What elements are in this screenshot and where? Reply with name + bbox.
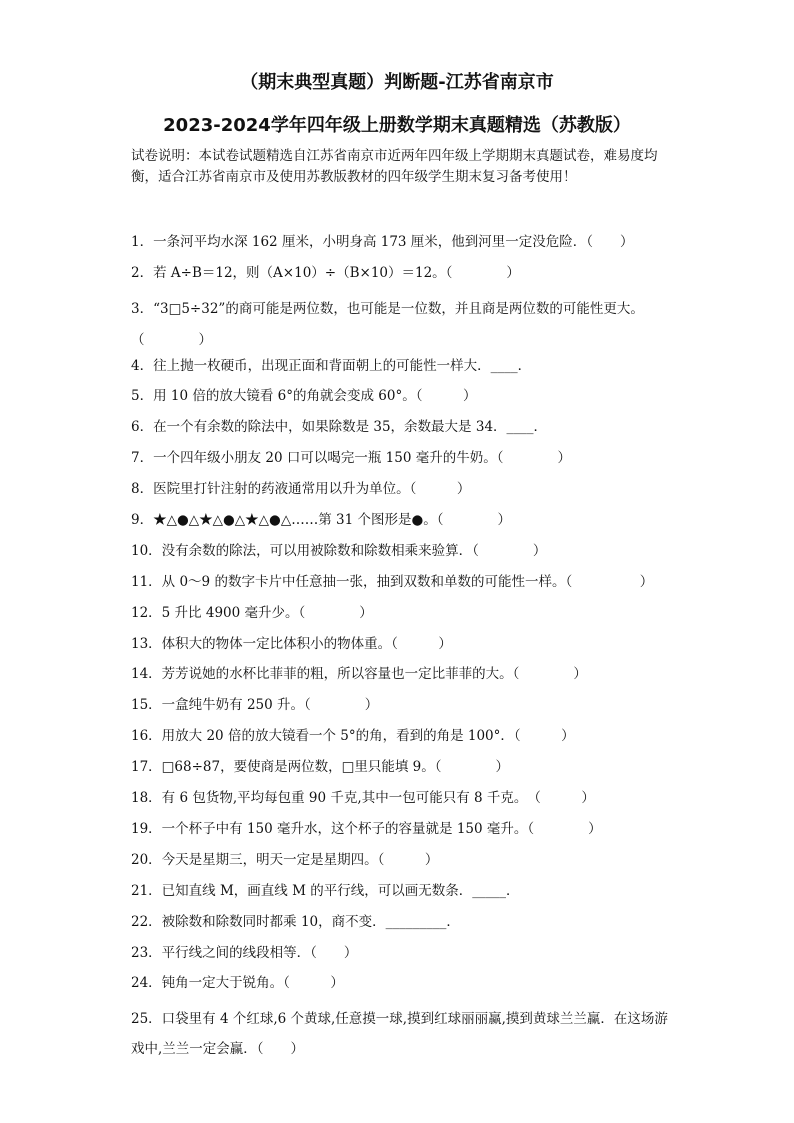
question-6: 6．在一个有余数的除法中，如果除数是 35，余数最大是 34．____． (131, 419, 548, 436)
question-17: 17．□68÷87，要使商是两位数，□里只能填 9。（ ） (131, 759, 509, 776)
question-4: 4．往上抛一枚硬币，出现正面和背面朝上的可能性一样大．____． (131, 357, 532, 374)
question-20: 20．今天是星期三，明天一定是星期四。（ ） (131, 851, 439, 868)
question-5: 5．用 10 倍的放大镜看 6°的角就会变成 60°。（ ） (131, 388, 477, 405)
question-12: 12．5 升比 4900 毫升少。（ ） (131, 604, 373, 621)
question-1: 1．一条河平均水深 162 厘米，小明身高 173 厘米，他到河里一定没危险．（ ） (131, 234, 634, 250)
worksheet-title: （期末典型真题）判断题-江苏省南京市 (240, 72, 554, 93)
question-7: 7．一个四年级小朋友 20 口可以喝完一瓶 150 毫升的牛奶。（ ） (131, 450, 571, 467)
question-22: 22．被除数和除数同时都乘 10，商不变．_________． (131, 913, 460, 930)
question-3-text: 3．“3□5÷32”的商可能是两位数，也可能是一位数，并且商是两位数的可能性更大。 (131, 300, 644, 317)
worksheet-subtitle: 2023-2024学年四年级上册数学期末真题精选（苏教版） (163, 115, 631, 136)
question-24: 24．钝角一定大于锐角。（ ） (131, 975, 344, 992)
question-2: 2．若 A÷B＝12，则（A×10）÷（B×10）＝12。（ ） (131, 264, 520, 281)
question-9: 9．★△●△★△●△★△●△……第 31 个图形是●。（ ） (131, 512, 512, 529)
worksheet-instructions: 试卷说明：本试卷试题精选自江苏省南京市近两年四年级上学期期末真题试卷，难易度均衡，适合江苏省南京市及使用苏教版教材的四年级学生期末复习备考使用！ (131, 148, 658, 185)
question-13: 13．体积大的物体一定比体积小的物体重。（ ） (131, 635, 452, 652)
question-11: 11．从 0～9 的数字卡片中任意抽一张，抽到双数和单数的可能性一样。（ ） (131, 573, 654, 590)
question-18: 18．有 6 包货物,平均每包重 90 千克,其中一包可能只有 8 千克。 （ ） (131, 790, 595, 807)
question-14: 14．芳芳说她的水杯比菲菲的粗，所以容量也一定比菲菲的大。（ ） (131, 666, 587, 683)
question-25: 25．口袋里有 4 个红球,6 个黄球,任意摸一球,摸到红球丽丽赢,摸到黄球兰兰赢．在这场游戏中,兰兰一定会赢．（ ） (131, 1011, 668, 1058)
question-23: 23．平行线之间的线段相等．（ ） (131, 944, 358, 961)
question-10: 10．没有余数的除法，可以用被除数和除数相乘来验算．（ ） (131, 542, 547, 559)
question-15: 15．一盒纯牛奶有 250 升。（ ） (131, 697, 379, 714)
question-list (131, 232, 671, 1064)
question-3 (131, 294, 671, 356)
question-16: 16．用放大 20 倍的放大镜看一个 5°的角，看到的角是 100°．（ ） (131, 728, 575, 745)
question-21: 21．已知直线 M，画直线 M 的平行线，可以画无数条．_____． (131, 882, 520, 899)
question-3-answer-blank: （ ） (131, 331, 212, 348)
question-8: 8．医院里打针注射的药液通常用以升为单位。（ ） (131, 481, 471, 498)
question-19: 19．一个杯子中有 150 毫升水，这个杯子的容量就是 150 毫升。（ ） (131, 820, 602, 837)
